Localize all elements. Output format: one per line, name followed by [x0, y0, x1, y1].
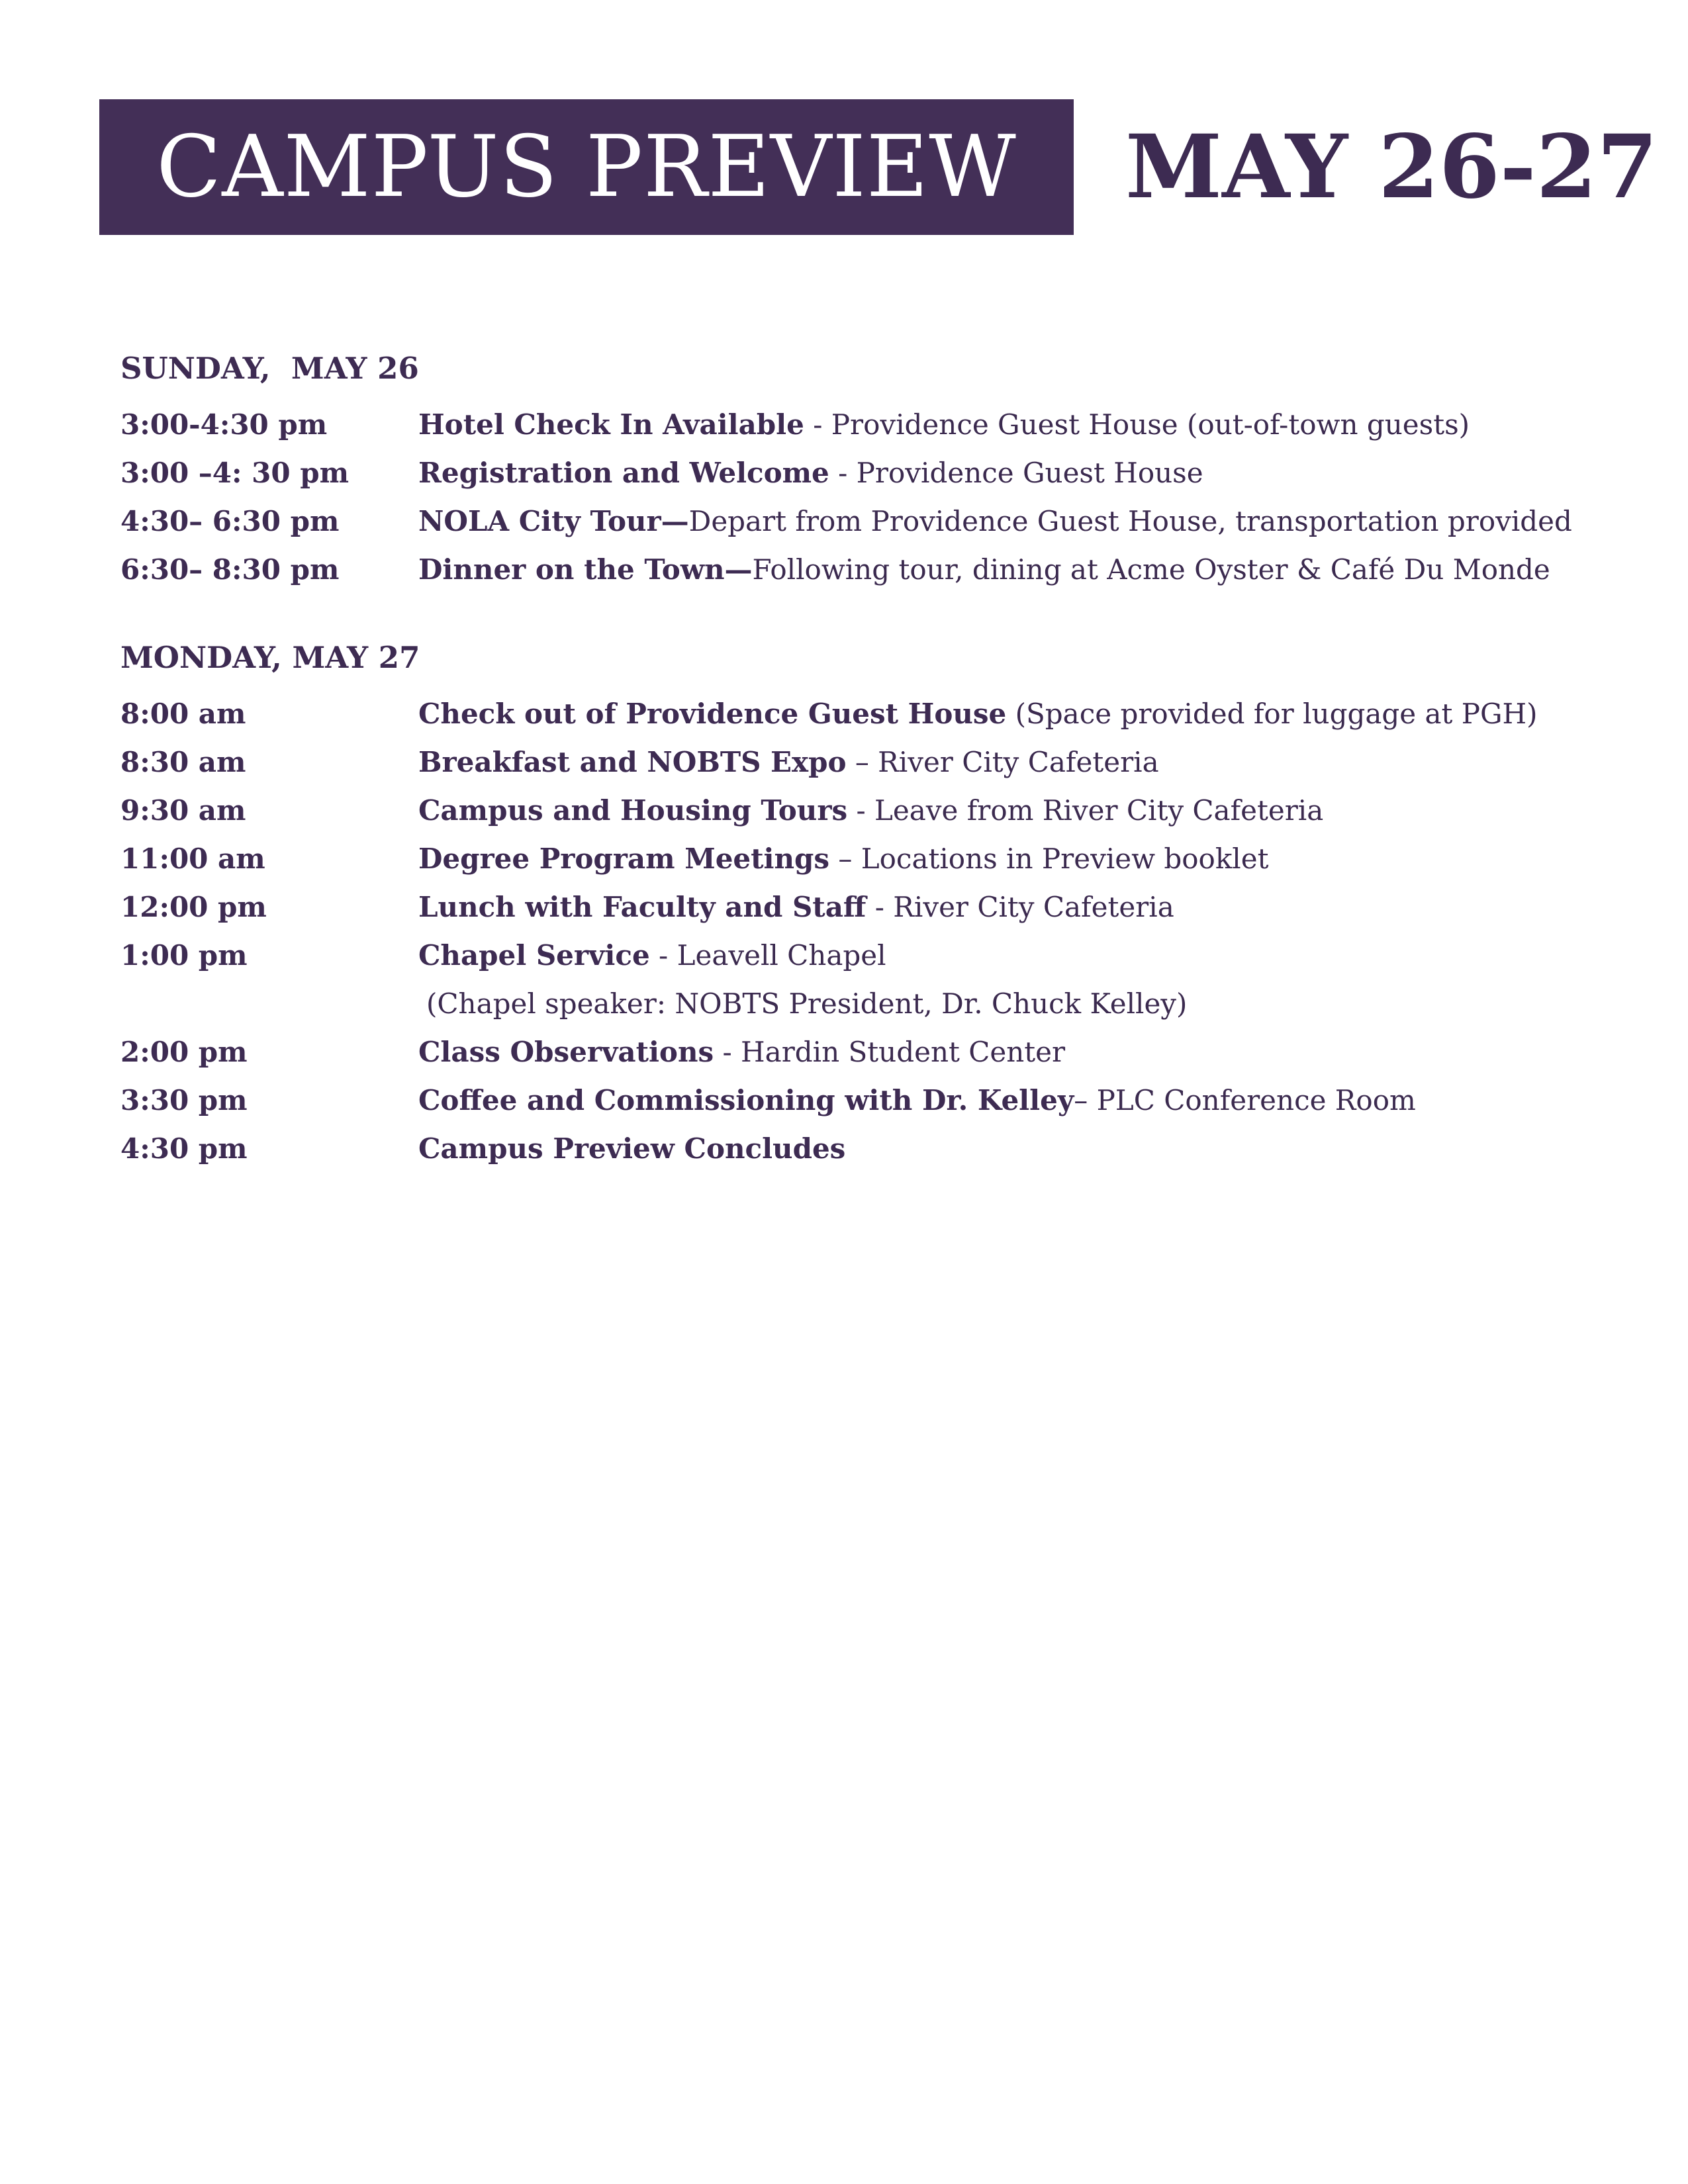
- schedule-row: [120, 497, 1610, 545]
- event-time: 3:30 pm: [120, 1084, 248, 1116]
- event-title: Check out of Providence Guest House: [418, 698, 1007, 730]
- event-text: [418, 891, 1610, 923]
- event-note: (Chapel speaker: NOBTS President, Dr. Chuck Kelley): [426, 987, 1188, 1020]
- day-heading: SUNDAY, MAY 26: [120, 351, 419, 386]
- event-time: 4:30 pm: [120, 1132, 248, 1165]
- event-title: Coffee and Commissioning with Dr. Kelley: [418, 1084, 1074, 1116]
- event-time: 8:30 am: [120, 746, 246, 778]
- event-text: [418, 505, 1610, 537]
- event-description: - Leavell Chapel: [649, 939, 886, 972]
- schedule-row: [120, 1076, 1610, 1124]
- schedule-row: [120, 883, 1610, 931]
- event-dates: MAY 26-27: [1125, 116, 1658, 218]
- schedule: [120, 351, 1610, 1173]
- event-description: Following tour, dining at Acme Oyster & Café Du Monde: [752, 553, 1550, 586]
- event-title: NOLA City Tour—: [418, 505, 689, 537]
- event-title: Registration and Welcome: [418, 457, 829, 489]
- schedule-row: [120, 545, 1610, 594]
- event-text: [418, 794, 1610, 827]
- event-title: Lunch with Faculty and Staff: [418, 891, 867, 923]
- event-title: Campus Preview Concludes: [418, 1132, 846, 1165]
- page-title: CAMPUS PREVIEW: [156, 118, 1017, 216]
- schedule-row: [120, 690, 1610, 738]
- event-text: [418, 1084, 1610, 1116]
- event-description: - Leave from River City Cafeteria: [847, 794, 1324, 827]
- event-description: - River City Cafeteria: [866, 891, 1174, 923]
- event-time: 3:00 –4: 30 pm: [120, 457, 350, 489]
- event-description: - Providence Guest House (out-of-town guests): [804, 408, 1470, 441]
- event-title: Class Observations: [418, 1036, 714, 1068]
- schedule-row: [120, 931, 1610, 979]
- event-time: 9:30 am: [120, 794, 246, 827]
- day-monday: [120, 640, 1610, 1173]
- event-text: [418, 987, 1610, 1020]
- event-title: Campus and Housing Tours: [418, 794, 848, 827]
- event-title: Chapel Service: [418, 939, 650, 972]
- schedule-row: [120, 449, 1610, 497]
- event-text: [418, 939, 1610, 972]
- event-time: 1:00 pm: [120, 939, 248, 972]
- schedule-row: [120, 738, 1610, 786]
- event-text: [418, 408, 1610, 441]
- event-text: [418, 746, 1610, 778]
- schedule-row: [120, 400, 1610, 449]
- day-sunday: [120, 351, 1610, 594]
- event-description: – River City Cafeteria: [846, 746, 1159, 778]
- schedule-row: [120, 1124, 1610, 1173]
- event-description: – PLC Conference Room: [1074, 1084, 1416, 1116]
- event-text: [418, 842, 1610, 875]
- event-description: - Providence Guest House: [829, 457, 1203, 489]
- event-time: 8:00 am: [120, 698, 246, 730]
- event-text: [418, 1036, 1610, 1068]
- event-description: Depart from Providence Guest House, transportation provided: [688, 505, 1572, 537]
- schedule-row: [120, 1028, 1610, 1076]
- event-time: 11:00 am: [120, 842, 265, 875]
- event-description: - Hardin Student Center: [714, 1036, 1066, 1068]
- schedule-row: [120, 786, 1610, 835]
- event-time: 2:00 pm: [120, 1036, 248, 1068]
- event-text: [418, 1132, 1610, 1165]
- event-title: Hotel Check In Available: [418, 408, 804, 441]
- event-time: 12:00 pm: [120, 891, 267, 923]
- header-banner: [99, 99, 1074, 235]
- day-heading: MONDAY, MAY 27: [120, 640, 420, 675]
- event-title: Dinner on the Town—: [418, 553, 753, 586]
- event-time: 4:30– 6:30 pm: [120, 505, 340, 537]
- event-title: Degree Program Meetings: [418, 842, 830, 875]
- event-description: (Space provided for luggage at PGH): [1006, 698, 1538, 730]
- event-text: [418, 698, 1610, 730]
- event-time: 3:00-4:30 pm: [120, 408, 328, 441]
- schedule-row: [120, 835, 1610, 883]
- event-time: 6:30– 8:30 pm: [120, 553, 340, 586]
- event-text: [418, 553, 1610, 586]
- event-title: Breakfast and NOBTS Expo: [418, 746, 847, 778]
- event-text: [418, 457, 1610, 489]
- schedule-row-note: [120, 979, 1610, 1028]
- event-description: – Locations in Preview booklet: [829, 842, 1269, 875]
